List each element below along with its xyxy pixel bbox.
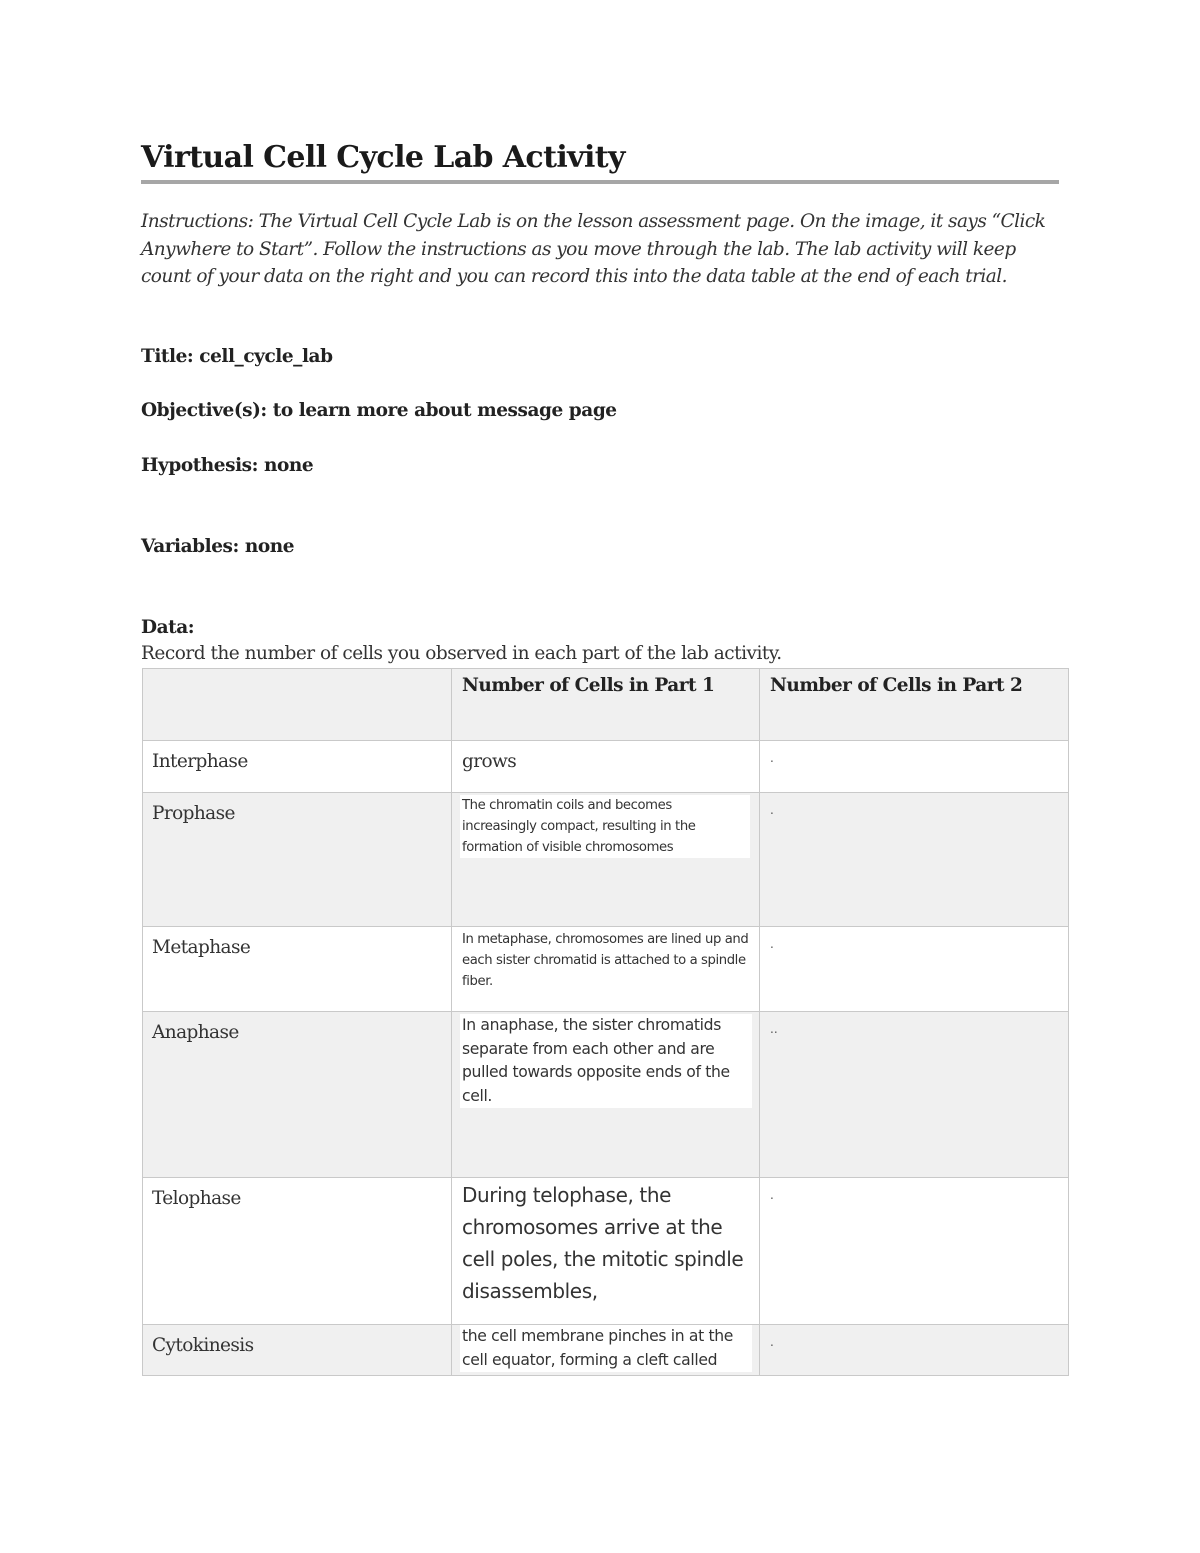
part1-value: grows (462, 751, 517, 772)
instructions-paragraph: Instructions: The Virtual Cell Cycle Lab is on the lesson assessment page. On the image, it says “Click Anywhere to Start”. Follow the instructions as you move through the lab. The lab activity will keep count of your data on the right and you can record this into the data table at the end of each trial. (141, 211, 1046, 287)
part2-cell[interactable] (760, 1178, 1069, 1325)
part2-cell[interactable] (760, 927, 1069, 1012)
part1-cell[interactable] (452, 741, 760, 793)
phase-cell (143, 1178, 452, 1325)
part1-cell[interactable] (452, 1012, 760, 1178)
phase-label: Prophase (152, 803, 235, 824)
part1-cell[interactable] (452, 1178, 760, 1325)
table-header-row (143, 669, 1069, 741)
table-row-interphase (143, 741, 1069, 793)
data-table (142, 668, 1069, 1376)
part2-cell[interactable] (760, 793, 1069, 927)
part2-cell[interactable] (760, 741, 1069, 793)
table-row-prophase (143, 793, 1069, 927)
part2-value: . (770, 751, 774, 765)
phase-label: Interphase (152, 751, 248, 772)
part2-cell[interactable] (760, 1012, 1069, 1178)
hypothesis-field: Hypothesis: none (141, 455, 314, 476)
title-underline (141, 180, 1059, 184)
title-field: Title: cell_cycle_lab (141, 346, 333, 367)
part1-value: In anaphase, the sister chromatids separate from each other and are pulled towards opposite ends of the cell. (460, 1014, 752, 1108)
phase-label: Metaphase (152, 937, 251, 958)
part2-value: . (770, 803, 774, 817)
header-part2-label: Number of Cells in Part 2 (770, 675, 1023, 696)
table-row-telophase (143, 1178, 1069, 1325)
part1-value: The chromatin coils and becomes increasingly compact, resulting in the formation of visible chromosomes (460, 795, 750, 858)
phase-cell (143, 927, 452, 1012)
part1-value: the cell membrane pinches in at the cell equator, forming a cleft called (460, 1325, 752, 1372)
part2-value: .. (770, 1022, 778, 1036)
data-label: Data: (141, 617, 195, 638)
header-cell-empty (143, 669, 452, 741)
header-cell-part1 (452, 669, 760, 741)
part1-value: In metaphase, chromosomes are lined up and each sister chromatid is attached to a spindle fiber. (460, 929, 750, 992)
part2-value: . (770, 1335, 774, 1349)
header-part1-label: Number of Cells in Part 1 (462, 675, 715, 696)
objective-field: Objective(s): to learn more about message page (141, 400, 617, 421)
table-row-anaphase (143, 1012, 1069, 1178)
phase-cell (143, 1012, 452, 1178)
part2-cell[interactable] (760, 1325, 1069, 1376)
document-title: Virtual Cell Cycle Lab Activity (141, 140, 625, 175)
header-cell-part2 (760, 669, 1069, 741)
table-row-metaphase (143, 927, 1069, 1012)
table-row-cytokinesis (143, 1325, 1069, 1376)
phase-label: Anaphase (152, 1022, 239, 1043)
part2-value: . (770, 937, 774, 951)
variables-field: Variables: none (141, 536, 295, 557)
phase-cell (143, 1325, 452, 1376)
phase-cell (143, 793, 452, 927)
phase-label: Telophase (152, 1188, 241, 1209)
part1-cell[interactable] (452, 793, 760, 927)
phase-label: Cytokinesis (152, 1335, 254, 1356)
phase-cell (143, 741, 452, 793)
part2-value: . (770, 1188, 774, 1202)
part1-cell[interactable] (452, 1325, 760, 1376)
part1-value: During telophase, the chromosomes arrive at the cell poles, the mitotic spindle disassembles, (460, 1179, 752, 1307)
data-instruction: Record the number of cells you observed in each part of the lab activity. (141, 643, 782, 664)
part1-cell[interactable] (452, 927, 760, 1012)
